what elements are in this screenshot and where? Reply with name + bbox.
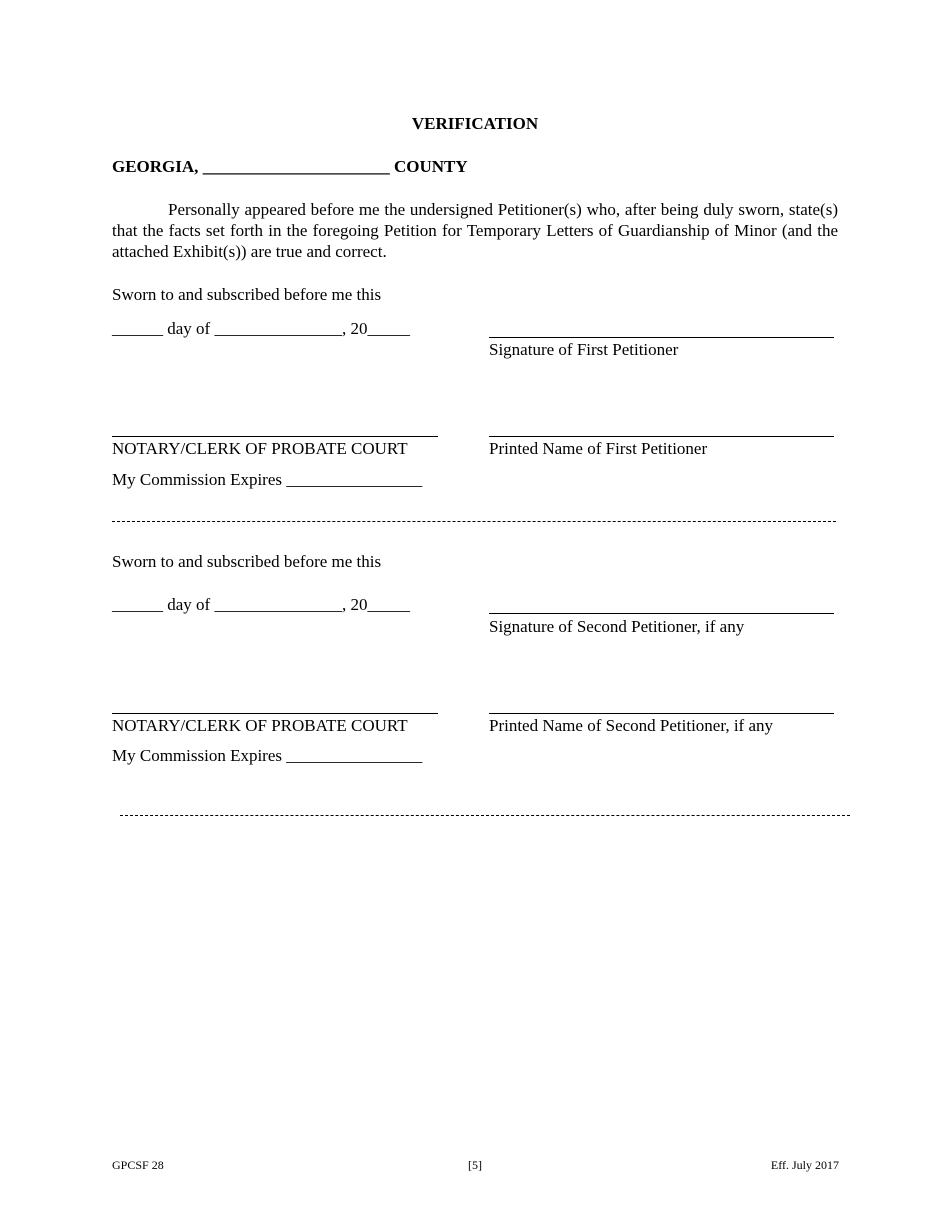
printed-name-line-1[interactable]: [489, 436, 834, 437]
date-line-2[interactable]: ______ day of _______________, 20_____: [112, 595, 410, 614]
printed-name-line-2[interactable]: [489, 713, 834, 714]
section-divider: [112, 521, 836, 522]
form-id: GPCSF 28: [112, 1158, 164, 1172]
page-number: [5]: [468, 1158, 482, 1172]
commission-expires-1[interactable]: My Commission Expires ________________: [112, 470, 423, 489]
effective-date: Eff. July 2017: [770, 1158, 839, 1172]
venue-line: [112, 157, 468, 177]
printed-name-label-1: Printed Name of First Petitioner: [489, 439, 708, 458]
county-blank[interactable]: ______________________: [202, 157, 390, 176]
signature-label-1: Signature of First Petitioner: [489, 340, 679, 359]
notary-signature-line-1[interactable]: [112, 436, 438, 437]
page-title: VERIFICATION: [411, 114, 539, 133]
signature-line-2[interactable]: [489, 613, 834, 614]
venue-county: COUNTY: [393, 157, 468, 176]
sworn-statement-2: Sworn to and subscribed before me this: [112, 552, 382, 571]
venue-state: GEORGIA,: [112, 157, 199, 176]
notary-label-1: NOTARY/CLERK OF PROBATE COURT: [112, 439, 408, 458]
commission-expires-2[interactable]: My Commission Expires ________________: [112, 746, 423, 765]
date-line-1[interactable]: ______ day of _______________, 20_____: [112, 319, 410, 338]
verification-statement: Personally appeared before me the undersigned Petitioner(s) who, after being duly sworn, state(s) that the facts set forth in the foregoing Petition for Temporary Letters of Guardianship of Minor (and the attached Exhibit(s)) are true and correct.: [112, 200, 838, 261]
notary-label-2: NOTARY/CLERK OF PROBATE COURT: [112, 716, 408, 735]
signature-label-2: Signature of Second Petitioner, if any: [489, 617, 745, 636]
sworn-statement-1: Sworn to and subscribed before me this: [112, 285, 382, 304]
signature-line-1[interactable]: [489, 337, 834, 338]
notary-signature-line-2[interactable]: [112, 713, 438, 714]
printed-name-label-2: Printed Name of Second Petitioner, if any: [489, 716, 774, 735]
section-divider-bottom: [120, 815, 850, 816]
